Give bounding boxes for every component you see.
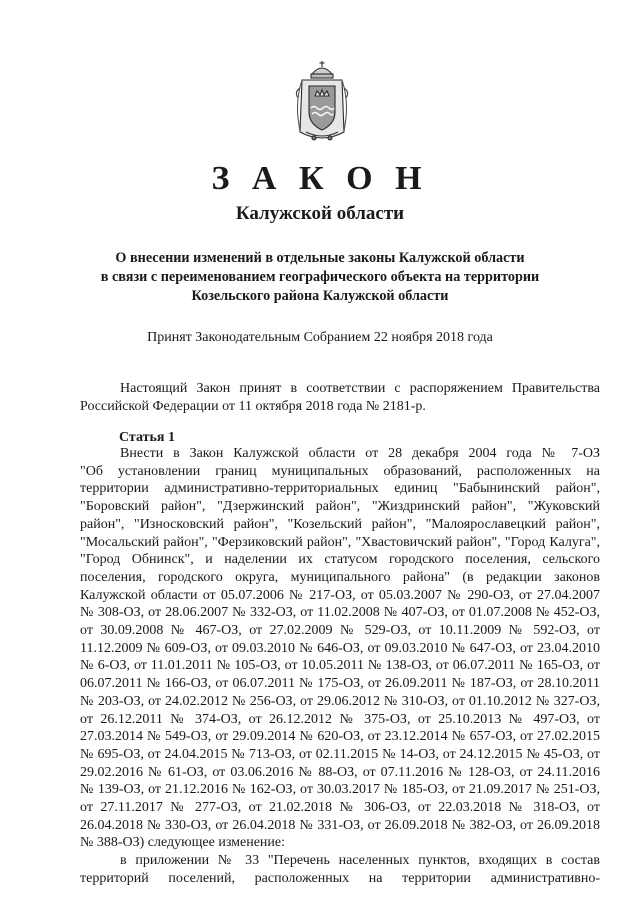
law-heading bbox=[60, 249, 580, 305]
article-line: в приложении № 33 "Перечень населенных пунктов, входящих в состав bbox=[120, 853, 600, 869]
article-line: Внести в Закон Калужской области от 28 декабря 2004 года № 7-ОЗ bbox=[120, 446, 600, 461]
article-line: "Об установлении границ муниципальных образований, расположенных на bbox=[80, 463, 600, 479]
article-line: 26.04.2018 № 330-ОЗ, от 26.04.2018 № 331-ОЗ, от 26.09.2018 № 382-ОЗ, от 26.09.2018 bbox=[80, 817, 600, 833]
article-1-body bbox=[80, 445, 600, 888]
heading-line: О внесении изменений в отдельные законы Калужской области bbox=[115, 250, 525, 266]
article-line: от 30.09.2008 № 467-ОЗ, от 27.02.2009 № 529-ОЗ, от 10.11.2009 № 592-ОЗ, от bbox=[80, 623, 600, 639]
article-line: № 6-ОЗ, от 11.01.2011 № 105-ОЗ, от 10.05.2011 № 138-ОЗ, от 06.07.2011 № 165-ОЗ, от bbox=[80, 658, 600, 674]
coat-of-arms-icon bbox=[292, 58, 352, 146]
article-line: территории административно-территориальных единиц "Бабынинский район", bbox=[80, 481, 600, 497]
intro-line: Настоящий Закон принят в соответствии с распоряжением Правительства bbox=[120, 381, 600, 396]
article-line: "Город Обнинск", и наделении их статусом городского поселения, сельского bbox=[80, 552, 600, 568]
article-line: 06.07.2011 № 166-ОЗ, от 06.07.2011 № 175-ОЗ, от 26.09.2011 № 187-ОЗ, от 28.10.2011 bbox=[80, 676, 600, 692]
adoption-line: Принят Законодательным Собранием 22 ноября 2018 года bbox=[147, 330, 493, 345]
intro-line: Российской Федерации от 11 октября 2018 года № 2181-р. bbox=[80, 398, 426, 414]
document-title: З А К О Н bbox=[211, 160, 429, 197]
document-subtitle: Калужской области bbox=[235, 203, 405, 224]
article-line: 11.12.2009 № 609-ОЗ, от 09.03.2010 № 646-ОЗ, от 09.03.2010 № 647-ОЗ, от 23.04.2010 bbox=[80, 640, 600, 656]
article-line: от 26.12.2011 № 374-ОЗ, от 26.12.2012 № 375-ОЗ, от 25.10.2013 № 497-ОЗ, от bbox=[80, 711, 600, 727]
intro-paragraph bbox=[80, 380, 600, 415]
article-line: Калужской области от 05.07.2006 № 217-ОЗ, от 05.03.2007 № 290-ОЗ, от 27.04.2007 bbox=[80, 587, 600, 603]
article-line: № 388-ОЗ) следующее изменение: bbox=[80, 835, 286, 851]
heading-line: Козельского района Калужской области bbox=[191, 287, 449, 304]
article-line: № 308-ОЗ, от 28.06.2007 № 332-ОЗ, от 11.02.2008 № 407-ОЗ, от 01.07.2008 № 452-ОЗ, bbox=[80, 605, 600, 621]
article-line: № 203-ОЗ, от 24.02.2012 № 256-ОЗ, от 29.06.2012 № 310-ОЗ, от 01.10.2012 № 327-ОЗ, bbox=[80, 693, 600, 709]
article-line: 29.02.2016 № 61-ОЗ, от 03.06.2016 № 88-ОЗ, от 07.11.2016 № 128-ОЗ, от 24.11.2016 bbox=[80, 764, 600, 780]
article-line: поселения, городского округа, муниципального района" (в редакции законов bbox=[80, 569, 600, 585]
article-line: "Боровский район", "Дзержинский район", "Жиздринский район", "Жуковский bbox=[80, 499, 600, 515]
article-1-title: Статья 1 bbox=[119, 430, 175, 445]
article-line: № 695-ОЗ, от 24.04.2015 № 713-ОЗ, от 02.11.2015 № 14-ОЗ, от 24.12.2015 № 45-ОЗ, от bbox=[80, 746, 600, 762]
article-line: № 139-ОЗ, от 21.12.2016 № 162-ОЗ, от 30.03.2017 № 185-ОЗ, от 21.09.2017 № 251-ОЗ, bbox=[80, 782, 600, 798]
heading-line: в связи с переименованием географического объекта на территории bbox=[100, 268, 540, 285]
article-line: "Мосальский район", "Ферзиковский район", "Хвастовичский район", "Город Калуга", bbox=[80, 534, 600, 550]
article-line: 27.03.2014 № 549-ОЗ, от 29.09.2014 № 620-ОЗ, от 23.12.2014 № 657-ОЗ, от 27.02.2015 bbox=[80, 729, 600, 745]
article-line: район", "Износковский район", "Козельский район", "Малоярославецкий район", bbox=[80, 516, 600, 532]
article-line: от 27.11.2017 № 277-ОЗ, от 21.02.2018 № 306-ОЗ, от 22.03.2018 № 318-ОЗ, от bbox=[80, 800, 600, 816]
article-line: территорий поселений, расположенных на территории административно- bbox=[80, 870, 600, 886]
